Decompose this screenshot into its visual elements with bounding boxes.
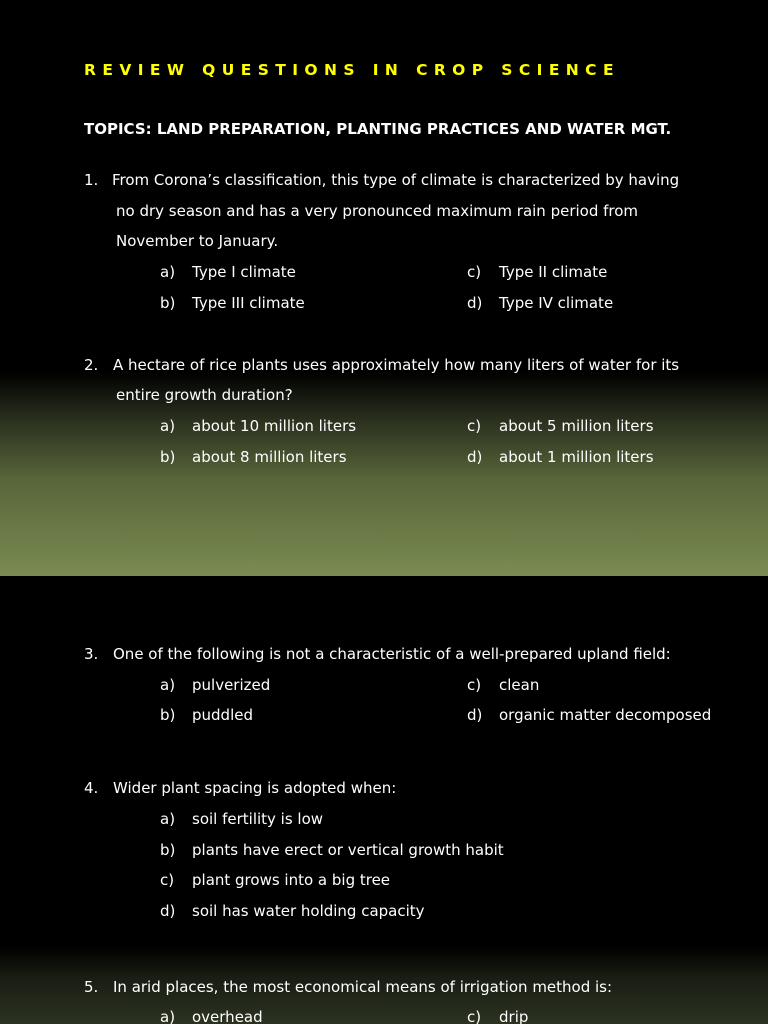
option-label: c)	[467, 263, 482, 281]
option-label: a)	[160, 1008, 176, 1024]
option-text: about 1 million liters	[499, 448, 654, 466]
question-number: 4.	[84, 779, 99, 797]
answer-option	[467, 262, 607, 282]
option-text: organic matter decomposed	[499, 706, 712, 724]
option-label: b)	[160, 294, 176, 312]
question-text-line: Wider plant spacing is adopted when:	[113, 779, 397, 797]
answer-option	[467, 447, 654, 467]
question-text-line: no dry season and has a very pronounced maximum rain period from	[116, 202, 639, 220]
option-text: soil has water holding capacity	[192, 902, 425, 920]
option-text: about 5 million liters	[499, 417, 654, 435]
option-label: d)	[467, 448, 483, 466]
option-label: b)	[160, 706, 176, 724]
answer-option	[160, 1007, 263, 1024]
option-label: c)	[160, 871, 175, 889]
option-text: Type I climate	[192, 263, 296, 281]
question-text-line: From Corona’s classification, this type of climate is characterized by having	[112, 171, 680, 189]
question-number: 5.	[84, 978, 99, 996]
answer-option	[467, 705, 711, 725]
answer-option	[160, 705, 253, 725]
option-text: drip	[499, 1008, 529, 1024]
question-number: 3.	[84, 645, 99, 663]
answer-option	[467, 675, 539, 695]
option-label: a)	[160, 810, 176, 828]
answer-option	[160, 447, 347, 467]
answer-option	[467, 1007, 528, 1024]
option-text: about 8 million liters	[192, 448, 347, 466]
option-text: about 10 million liters	[192, 417, 357, 435]
answer-option	[160, 293, 305, 313]
option-text: puddled	[192, 706, 253, 724]
option-text: plants have erect or vertical growth habit	[192, 841, 504, 859]
option-label: a)	[160, 417, 176, 435]
answer-option	[160, 262, 296, 282]
option-label: d)	[467, 706, 483, 724]
question-text-line: entire growth duration?	[116, 386, 293, 404]
slide-2	[0, 576, 768, 1024]
answer-option	[160, 809, 323, 829]
answer-option	[467, 416, 654, 436]
option-text: plant grows into a big tree	[192, 871, 391, 889]
question-text-line: In arid places, the most economical means of irrigation method is:	[113, 978, 613, 996]
answer-option	[160, 870, 390, 890]
answer-option	[160, 675, 270, 695]
answer-option	[160, 901, 425, 921]
option-label: b)	[160, 448, 176, 466]
option-label: d)	[160, 902, 176, 920]
question-text-line: A hectare of rice plants uses approximately how many liters of water for its	[113, 356, 680, 374]
option-text: overhead	[192, 1008, 263, 1024]
option-label: b)	[160, 841, 176, 859]
option-label: d)	[467, 294, 483, 312]
question-number: 2.	[84, 356, 99, 374]
slide-title: REVIEW QUESTIONS IN CROP SCIENCE	[84, 61, 620, 79]
option-text: clean	[499, 676, 540, 694]
answer-option	[467, 293, 613, 313]
question-number: 1.	[84, 171, 99, 189]
question-text-line: November to January.	[116, 232, 279, 250]
answer-option	[160, 840, 504, 860]
question-text-line: One of the following is not a characteristic of a well-prepared upland field:	[113, 645, 671, 663]
option-label: c)	[467, 417, 482, 435]
option-text: Type III climate	[192, 294, 305, 312]
option-label: c)	[467, 1008, 482, 1024]
answer-option	[160, 416, 356, 436]
option-label: a)	[160, 263, 176, 281]
option-text: pulverized	[192, 676, 271, 694]
topics-heading: TOPICS: LAND PREPARATION, PLANTING PRACTICES AND WATER MGT.	[84, 120, 672, 138]
option-text: Type IV climate	[499, 294, 614, 312]
option-label: a)	[160, 676, 176, 694]
option-text: Type II climate	[499, 263, 608, 281]
option-text: soil fertility is low	[192, 810, 324, 828]
option-label: c)	[467, 676, 482, 694]
